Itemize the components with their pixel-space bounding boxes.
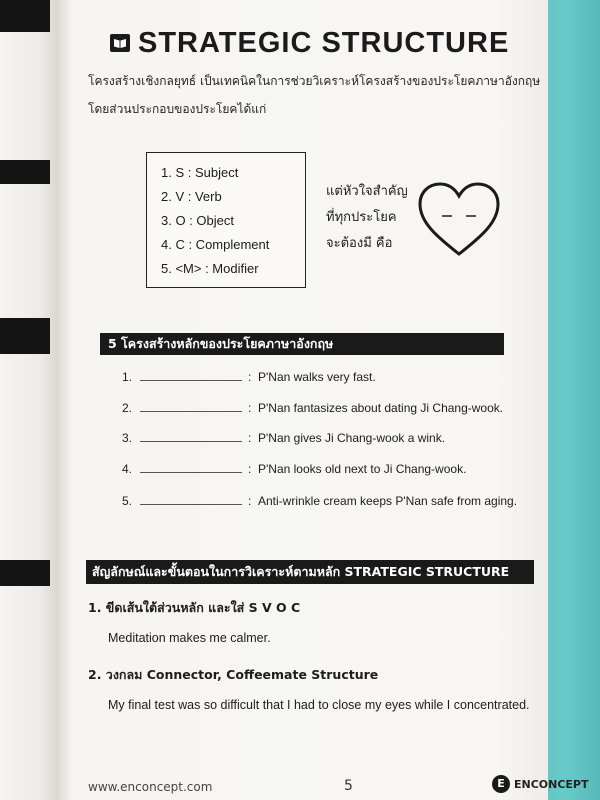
exercise-number: 4. (122, 462, 133, 476)
colon: : (248, 401, 252, 415)
component-item: 2. V : Verb (161, 189, 222, 204)
book-icon (110, 34, 130, 52)
document-page (58, 0, 589, 800)
component-item: 1. S : Subject (161, 165, 239, 180)
page-tab-marker (0, 318, 50, 354)
intro-line-2: โดยส่วนประกอบของประโยคได้แก่ (88, 102, 267, 116)
page-tab-marker (0, 560, 50, 586)
exercise-row (122, 401, 503, 415)
page-tab-marker (0, 0, 50, 32)
step-1-heading: 1. ขีดเส้นใต้ส่วนหลัก และใส่ S V O C (88, 600, 301, 615)
brand-name: ENCONCEPT (514, 777, 589, 791)
colon: : (248, 431, 252, 445)
answer-blank[interactable] (140, 462, 242, 473)
heart-note-line-2: ที่ทุกประโยค (326, 210, 397, 225)
heart-icon (416, 180, 502, 262)
component-item: 3. O : Object (161, 213, 234, 228)
footer-url[interactable]: www.enconcept.com (88, 780, 213, 794)
section2-heading: สัญลักษณ์และขั้นตอนในการวิเคราะห์ตามหลัก STRATEGIC STRUCTURE (86, 560, 534, 584)
exercise-row (122, 431, 445, 445)
colon: : (248, 370, 252, 384)
page-tab-marker (0, 160, 50, 184)
heart-note-line-1: แต่หัวใจสำคัญ (326, 184, 408, 199)
answer-blank[interactable] (140, 494, 242, 505)
exercise-sentence: P'Nan walks very fast. (258, 370, 376, 384)
intro-line-1: โครงสร้างเชิงกลยุทธ์ เป็นเทคนิคในการช่วยวิเคราะห์โครงสร้างของประโยคภาษาอังกฤษ (88, 74, 541, 88)
exercise-sentence: Anti-wrinkle cream keeps P'Nan safe from aging. (258, 494, 518, 508)
exercise-sentence: P'Nan fantasizes about dating Ji Chang-wook. (258, 401, 504, 415)
answer-blank[interactable] (140, 370, 242, 381)
exercise-row (122, 370, 376, 384)
page-title: STRATEGIC STRUCTURE (138, 27, 510, 59)
step-2-example: My final test was so difficult that I had to close my eyes while I concentrated. (108, 698, 530, 712)
step-2-heading: 2. วงกลม Connector, Coffeemate Structure (88, 667, 379, 682)
exercise-row (122, 462, 466, 476)
component-item: 4. C : Complement (161, 237, 270, 252)
brand-logo (492, 775, 589, 793)
components-box (146, 152, 306, 288)
colon: : (248, 494, 252, 508)
step-1-example: Meditation makes me calmer. (108, 631, 271, 645)
answer-blank[interactable] (140, 401, 242, 412)
page-number: 5 (344, 778, 353, 794)
section1-heading: 5 โครงสร้างหลักของประโยคภาษาอังกฤษ (100, 333, 504, 355)
component-item: 5. <M> : Modifier (161, 261, 259, 276)
heart-note-line-3: จะต้องมี คือ (326, 236, 393, 251)
exercise-number: 3. (122, 431, 133, 445)
previous-page-edge (0, 0, 58, 800)
answer-blank[interactable] (140, 431, 242, 442)
exercise-sentence: P'Nan looks old next to Ji Chang-wook. (258, 462, 467, 476)
exercise-number: 2. (122, 401, 133, 415)
exercise-number: 1. (122, 370, 133, 384)
exercise-row (122, 494, 517, 508)
colon: : (248, 462, 252, 476)
brand-mark-icon: E (492, 775, 510, 793)
exercise-sentence: P'Nan gives Ji Chang-wook a wink. (258, 431, 446, 445)
exercise-number: 5. (122, 494, 133, 508)
